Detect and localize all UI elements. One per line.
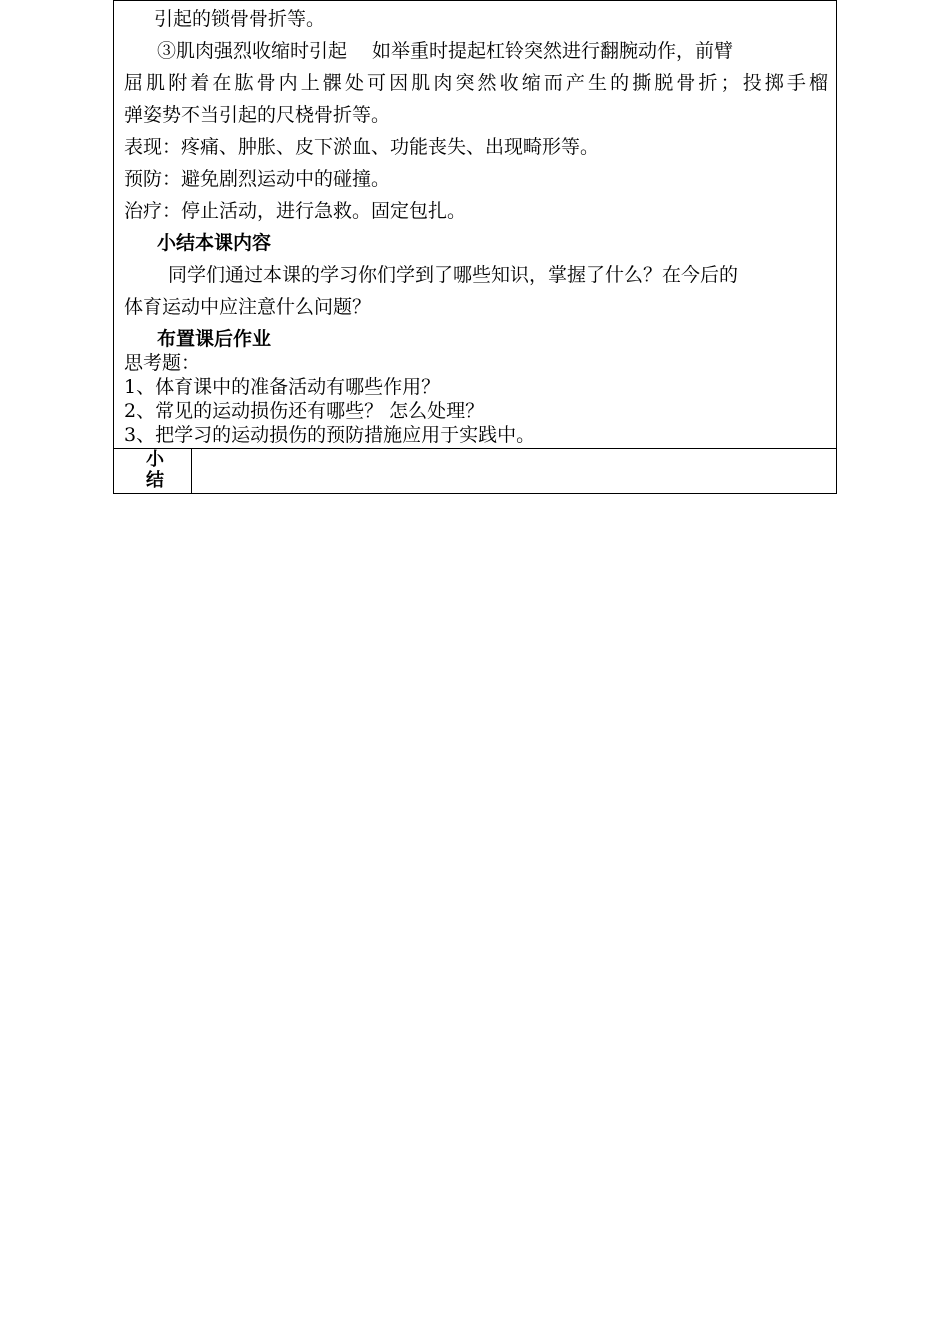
- text-line: 引起的锁骨骨折等。: [154, 8, 326, 30]
- question-item: 3、把学习的运动损伤的预防措施应用于实践中。: [124, 424, 536, 446]
- lesson-plan-table: [113, 0, 837, 494]
- question-item: 1、体育课中的准备活动有哪些作用？: [124, 376, 441, 398]
- question-item: 2、常见的运动损伤还有哪些？ 怎么处理？: [124, 400, 485, 422]
- summary-heading: 小结本课内容: [157, 232, 272, 254]
- treatment-line: 治疗：停止活动，进行急救。固定包扎。: [124, 200, 467, 222]
- summary-value-cell: [192, 449, 836, 493]
- text-line: 弹姿势不当引起的尺桡骨折等。: [124, 104, 391, 126]
- symptoms-line: 表现：疼痛、肿胀、皮下淤血、功能丧失、出现畸形等。: [124, 136, 600, 158]
- text-line: 屈肌附着在肱骨内上髁处可因肌肉突然收缩而产生的撕脱骨折；投掷手榴: [124, 72, 828, 94]
- text-line: ③肌肉强烈收缩时引起 如举重时提起杠铃突然进行翻腕动作，前臂: [157, 40, 734, 62]
- summary-label: 小结: [146, 449, 164, 491]
- summary-text-line: 同学们通过本课的学习你们学到了哪些知识，掌握了什么？在今后的: [168, 264, 739, 286]
- think-label: 思考题：: [124, 352, 201, 374]
- summary-text-line: 体育运动中应注意什么问题？: [124, 296, 372, 318]
- prevention-line: 预防：避免剧烈运动中的碰撞。: [124, 168, 391, 190]
- homework-heading: 布置课后作业: [157, 328, 272, 350]
- summary-label-cell: [114, 449, 192, 493]
- summary-row: [114, 449, 836, 493]
- content-cell: [114, 1, 836, 449]
